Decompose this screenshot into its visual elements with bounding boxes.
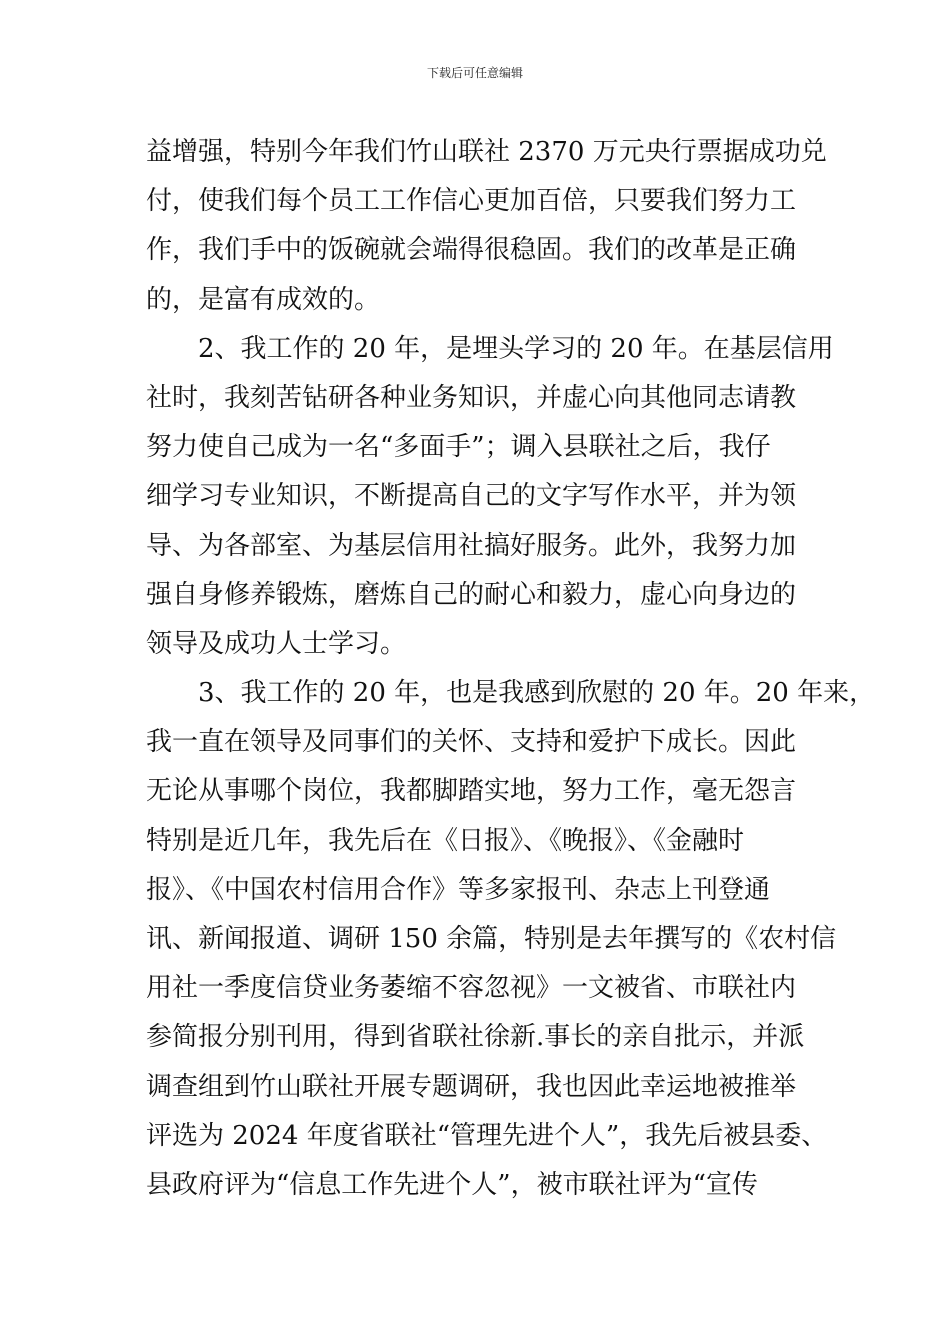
text-line: 无论从事哪个岗位，我都脚踏实地，努力工作，毫无怨言 [146,776,797,807]
text-line: 我一直在领导及同事们的关怀、支持和爱护下成长。因此 [146,727,797,758]
text-line: 益增强，特别今年我们竹山联社 2370 万元央行票据成功兑 [146,137,827,167]
text-line: 付，使我们每个员工工作信心更加百倍，只要我们努力工 [146,186,797,217]
text-line: 作，我们手中的饭碗就会端得很稳固。我们的改革是正确 [146,235,797,266]
text-line: 讯、新闻报道、调研 150 余篇，特别是去年撰写的《农村信 [146,924,837,954]
document-body [146,128,876,1210]
text-line: 调查组到竹山联社开展专题调研，我也因此幸运地被推举 [146,1071,797,1102]
paragraph-first-line: 2、我工作的 20 年，是埋头学习的 20 年。在基层信用 [198,333,834,364]
text-line: 的，是富有成效的。 [146,284,381,315]
text-line: 努力使自己成为一名“多面手”；调入县联社之后，我仔 [146,432,771,463]
paragraph-first-line: 3、我工作的 20 年，也是我感到欣慰的 20 年。20 年来， [198,678,876,709]
text-line: 县政府评为“信息工作先进个人”，被市联社评为“宣传 [146,1169,758,1200]
text-line: 用社一季度信贷业务萎缩不容忽视》一文被省、市联社内 [146,973,797,1004]
text-line: 报》、《中国农村信用合作》等多家报刊、杂志上刊登通 [146,874,771,905]
text-line: 细学习专业知识，不断提高自己的文字写作水平，并为领 [146,481,797,512]
text-line: 评选为 2024 年度省联社“管理先进个人”，我先后被县委、 [146,1120,828,1151]
text-line: 强自身修养锻炼，磨炼自己的耐心和毅力，虚心向身边的 [146,579,797,610]
text-line: 参简报分别刊用，得到省联社徐新.事长的亲自批示，并派 [146,1022,805,1053]
text-line: 社时，我刻苦钻研各种业务知识，并虚心向其他同志请教 [146,382,797,413]
text-line: 特别是近几年，我先后在《日报》、《晚报》、《金融时 [146,825,745,856]
text-line: 导、为各部室、为基层信用社搞好服务。此外，我努力加 [146,530,797,561]
text-line: 领导及成功人士学习。 [146,628,407,659]
page-header: 下载后可任意编辑 [426,66,523,80]
